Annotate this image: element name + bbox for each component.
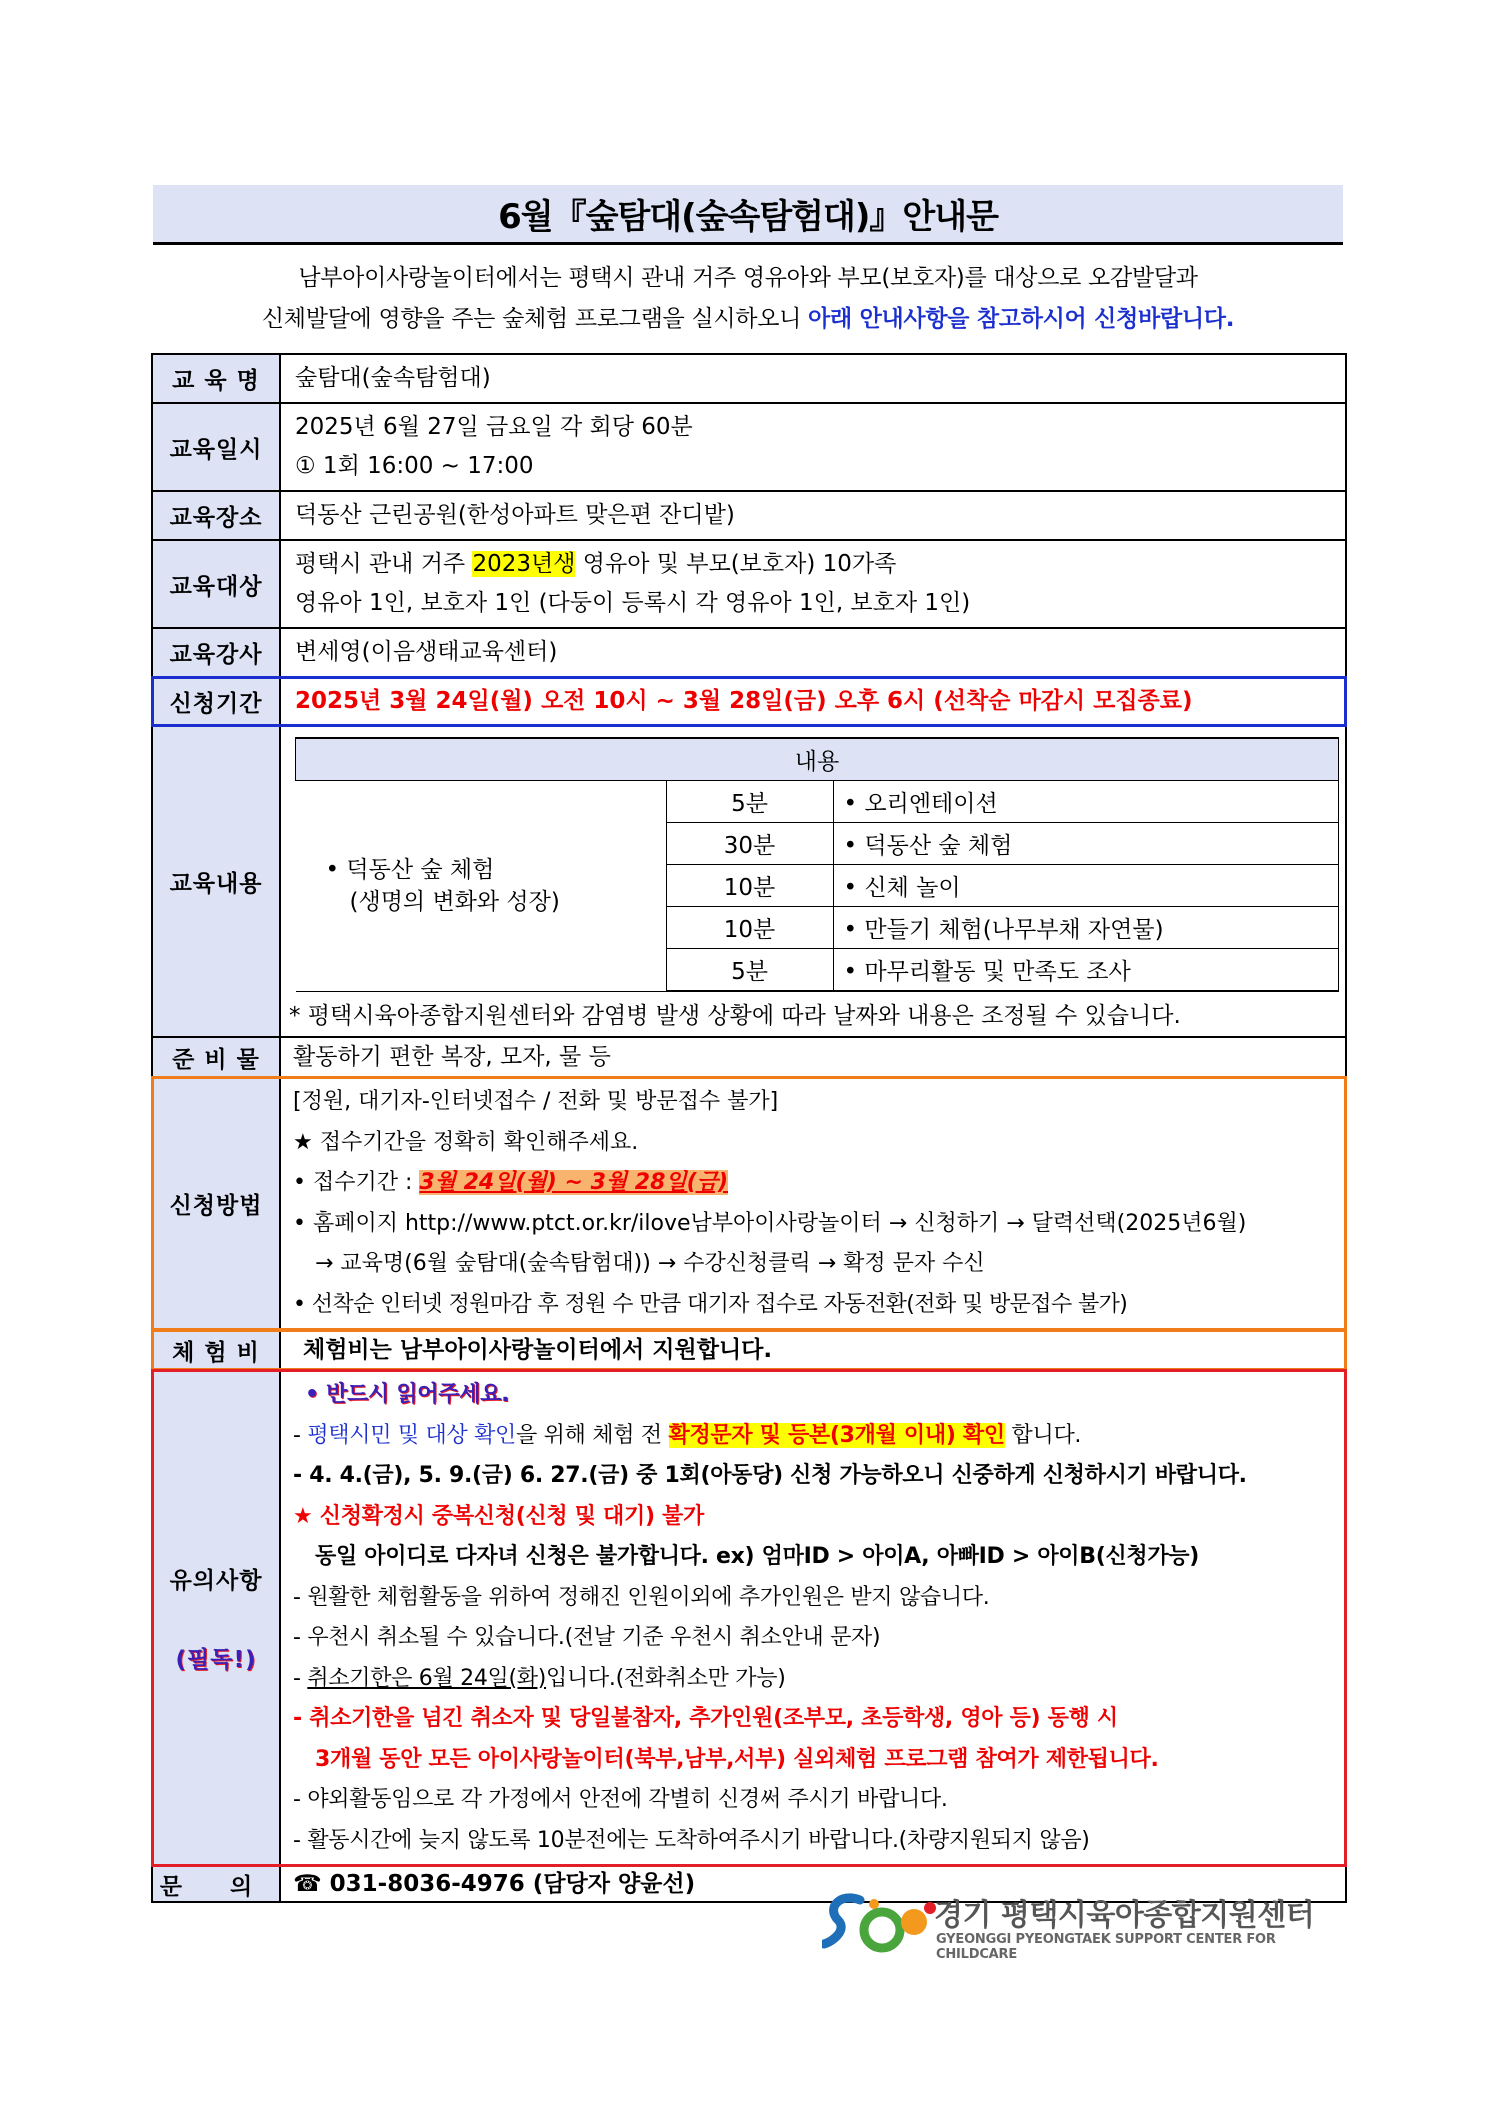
value-name: 숲탐대(숲속탐험대) [280, 354, 1346, 403]
label-prep: 준 비 물 [152, 1037, 280, 1077]
value-target [280, 540, 1346, 628]
intro-line-2-text: 신체발달에 영향을 주는 숲체험 프로그램을 실시하오니 [261, 306, 809, 332]
row-place [152, 491, 1346, 540]
notes-line-10: 3개월 동안 모든 아이사랑놀이터(북부,남부,서부) 실외체험 프로그램 참여가 제한됩니다. [315, 1746, 1159, 1772]
notes-verify-highlight: 확정문자 및 등본(3개월 이내) 확인 [668, 1422, 1005, 1448]
value-place: 덕동산 근린공원(한성아파트 맞은편 잔디밭) [280, 491, 1346, 540]
info-table [151, 353, 1347, 1903]
center-logo [822, 1886, 1347, 1960]
method-period-label: • 접수기간 : [293, 1170, 420, 1195]
notes-cancel-tail: 입니다.(전화취소만 가능) [546, 1665, 786, 1691]
notes-end: 합니다. [1004, 1422, 1082, 1448]
content-duration: 5분 [666, 781, 833, 823]
content-table [295, 737, 1339, 992]
label-name: 교 육 명 [152, 354, 280, 403]
content-activity [296, 781, 667, 992]
row-instructor [152, 628, 1346, 677]
method-line-6: • 선착순 인터넷 정원마감 후 정원 수 만큼 대기자 접수로 자동전환(전화 및 방문접수 불가) [293, 1291, 1128, 1317]
content-desc: • 덕동산 숲 체험 [833, 823, 1339, 865]
intro-line-2 [153, 299, 1343, 340]
notes-line-3: - 4. 4.(금), 5. 9.(금) 6. 27.(금) 중 1회(아동당) 신청 가능하오니 신중하게 신청하시기 바랍니다. [293, 1463, 1247, 1488]
row-date [152, 403, 1346, 491]
content-duration: 30분 [666, 823, 833, 865]
notes-line-12: - 활동시간에 늦지 않도록 10분전에는 도착하여주시기 바랍니다.(차량지원되지 않음) [293, 1827, 1090, 1853]
label-target: 교육대상 [152, 540, 280, 628]
label-method: 신청방법 [152, 1077, 280, 1330]
notes-line-8 [293, 1659, 1333, 1700]
method-line-1: [정원, 대기자-인터넷접수 / 전화 및 방문접수 불가] [293, 1089, 779, 1114]
notes-line-6: - 원활한 체험활동을 위하여 정해진 인원이외에 추가인원은 받지 않습니다. [293, 1584, 990, 1610]
content-duration: 10분 [666, 865, 833, 907]
intro-line-1: 남부아이사랑놀이터에서는 평택시 관내 거주 영유아와 부모(보호자)를 대상으로 오감발달과 [298, 265, 1198, 291]
content-desc: • 오리엔테이션 [833, 781, 1339, 823]
notes-line-2 [293, 1416, 1333, 1457]
content-duration: 5분 [666, 949, 833, 992]
label-place: 교육장소 [152, 491, 280, 540]
notes-line-9: - 취소기한을 넘긴 취소자 및 당일불참자, 추가인원(조부모, 초등학생, 영아 등) 동행 시 [293, 1706, 1118, 1731]
label-date: 교육일시 [152, 403, 280, 491]
value-fee: 체험비는 남부아이사랑놀이터에서 지원합니다. [280, 1330, 1346, 1370]
row-period [152, 677, 1346, 726]
content-desc: • 신체 놀이 [833, 865, 1339, 907]
content-desc: • 만들기 체험(나무부채 자연물) [833, 907, 1339, 949]
value-prep: 활동하기 편한 복장, 모자, 물 등 [280, 1037, 1346, 1077]
notes-line-4: ★ 신청확정시 중복신청(신청 및 대기) 불가 [293, 1503, 704, 1529]
row-fee [152, 1330, 1346, 1370]
target-year-highlight: 2023년생 [472, 551, 576, 577]
notes-must-read: • 반드시 읽어주세요. [305, 1382, 510, 1407]
notes-dash: - [293, 1422, 308, 1448]
title-bar [153, 185, 1343, 245]
notes-cancel-deadline: 취소기한은 6월 24일(화) [307, 1665, 547, 1691]
row-method [152, 1077, 1346, 1330]
target-pre: 평택시 관내 거주 [295, 551, 473, 577]
value-method [280, 1077, 1346, 1330]
notes-mid: 을 위해 체험 전 [516, 1422, 669, 1448]
label-content: 교육내용 [152, 726, 280, 1037]
notes-line-7: - 우천시 취소될 수 있습니다.(전날 기준 우천시 취소안내 문자) [293, 1625, 881, 1650]
logo-name-ko: 경기 평택시육아종합지원센터 [934, 1898, 1315, 1933]
target-line-1 [295, 545, 1331, 584]
notes-verify-blue: 평택시민 및 대상 확인 [307, 1422, 516, 1448]
activity-line-2: (생명의 변화와 성장) [349, 888, 560, 915]
date-line-1: 2025년 6월 27일 금요일 각 회당 60분 [295, 414, 693, 440]
value-contact: ☎ 031-8036-4976 (담당자 양윤선) [280, 1866, 1346, 1902]
value-date [280, 403, 1346, 491]
label-contact: 문 의 [152, 1866, 280, 1902]
label-period: 신청기간 [152, 677, 280, 726]
label-notes-cell [152, 1370, 280, 1866]
row-target [152, 540, 1346, 628]
value-instructor: 변세영(이음생태교육센터) [280, 628, 1346, 677]
intro-text [153, 258, 1343, 340]
method-period-highlight: 3월 24일(월) ~ 3월 28일(금) [419, 1170, 729, 1195]
method-line-5: → 교육명(6월 숲탐대(숲속탐험대)) → 수강신청클릭 → 확정 문자 수신 [315, 1251, 985, 1276]
notes-line-11: - 야외활동임으로 각 가정에서 안전에 각별히 신경써 주시기 바랍니다. [293, 1787, 948, 1812]
content-header: 내용 [296, 738, 1339, 781]
content-row [296, 781, 1339, 823]
value-content [280, 726, 1346, 1037]
target-line-2: 영유아 1인, 보호자 1인 (다둥이 등록시 각 영유아 1인, 보호자 1인) [295, 590, 971, 616]
value-notes [280, 1370, 1346, 1866]
row-name [152, 354, 1346, 403]
row-prep [152, 1037, 1346, 1077]
label-fee: 체 험 비 [152, 1330, 280, 1370]
notes-line-5: 동일 아이디로 다자녀 신청은 불가합니다. ex) 엄마ID > 아이A, 아빠ID > 아이B(신청가능) [315, 1544, 1200, 1569]
activity-line-1: • 덕동산 숲 체험 [325, 856, 495, 883]
content-note: * 평택시육아종합지원센터와 감염병 발생 상황에 따라 날짜와 내용은 조정될 수 있습니다. [289, 1003, 1181, 1029]
value-period: 2025년 3월 24일(월) 오전 10시 ~ 3월 28일(금) 오후 6시 (선착순 마감시 모집종료) [280, 677, 1346, 726]
intro-line-2-highlight: 아래 안내사항을 참고하시어 신청바랍니다. [808, 306, 1235, 332]
label-notes-must-read: (필독!) [175, 1647, 257, 1673]
method-line-4: • 홈페이지 http://www.ptct.or.kr/ilove남부아이사랑놀이터 → 신청하기 → 달력선택(2025년6월) [293, 1210, 1247, 1236]
row-content [152, 726, 1346, 1037]
notes-dash-8: - [293, 1665, 308, 1691]
method-line-2: ★ 접수기간을 정확히 확인해주세요. [293, 1129, 639, 1155]
content-desc: • 마무리활동 및 만족도 조사 [833, 949, 1339, 992]
row-notes [152, 1370, 1346, 1866]
logo-name-en: GYEONGGI PYEONGTAEK SUPPORT CENTER FOR CHILDCARE [936, 1932, 1276, 1962]
content-duration: 10분 [666, 907, 833, 949]
logo-mark-icon [822, 1886, 942, 1960]
page-title: 6월『숲탐대(숲속탐험대)』안내문 [498, 197, 998, 237]
label-instructor: 교육강사 [152, 628, 280, 677]
label-notes: 유의사항 [169, 1568, 263, 1594]
target-post: 영유아 및 부모(보호자) 10가족 [575, 551, 897, 577]
method-line-3 [293, 1163, 1333, 1204]
date-line-2: ① 1회 16:00 ~ 17:00 [295, 453, 534, 479]
